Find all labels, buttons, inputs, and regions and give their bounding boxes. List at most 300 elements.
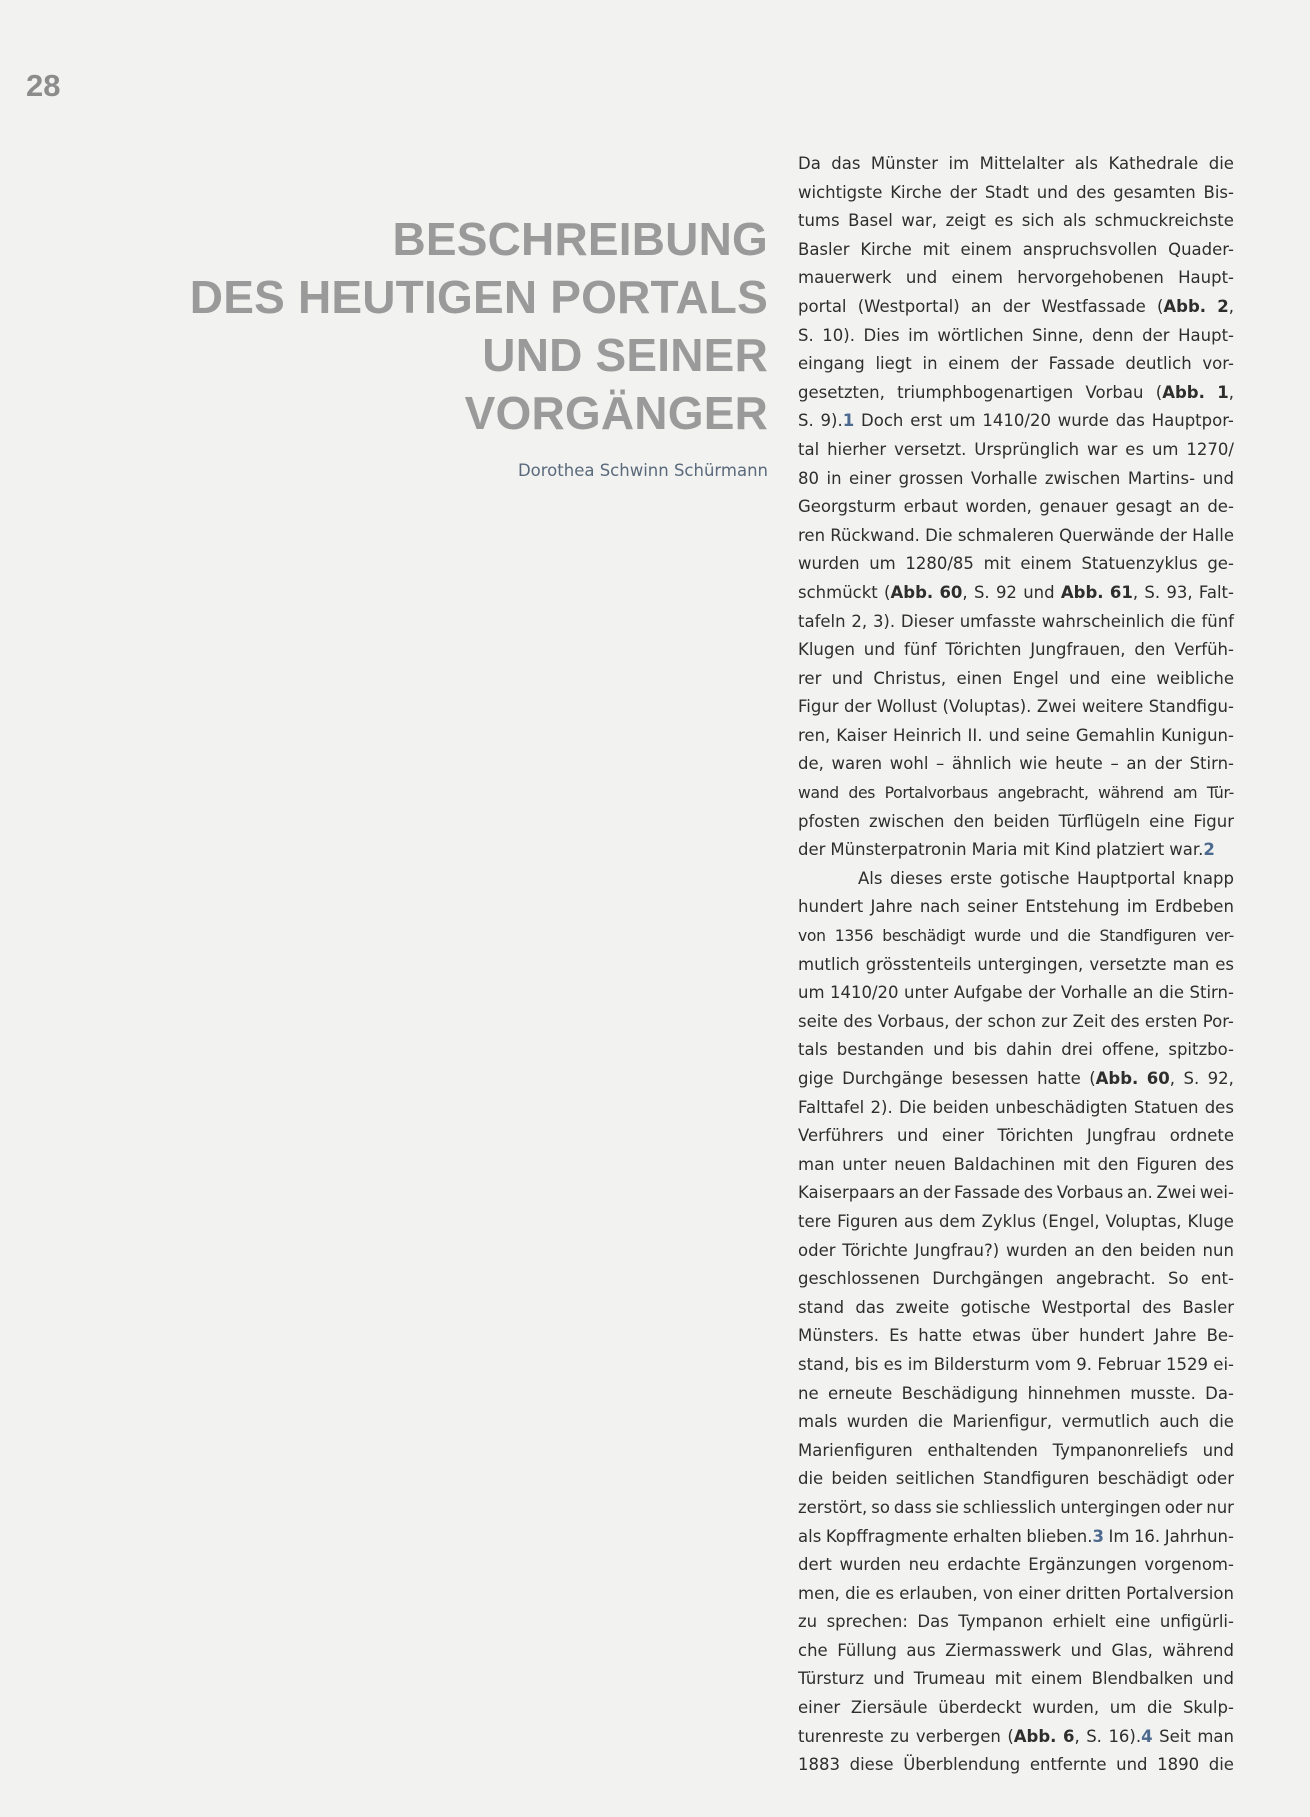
text-run: dass (893, 1497, 932, 1517)
text-word (916, 1723, 1001, 1752)
text-run: liegt (875, 354, 912, 374)
text-run: hinnehmen (1027, 1383, 1121, 1403)
figure-reference: 60 (1146, 1069, 1170, 1088)
text-word (848, 207, 893, 236)
text-word (1115, 1608, 1150, 1637)
text-word (1169, 836, 1215, 865)
text-word (1045, 465, 1120, 494)
text-word (1055, 750, 1103, 779)
text-run: überdeckt (938, 1698, 1022, 1718)
text-run: men, (798, 1583, 840, 1603)
text-run: Marienfigur, (952, 1412, 1053, 1432)
text-run: ( (1007, 1726, 1014, 1746)
title-line: BESCHREIBUNG (392, 213, 768, 265)
text-run: das (831, 154, 861, 173)
text-run: nur (1206, 1497, 1234, 1517)
text-run: geschlossenen (798, 1269, 920, 1289)
text-run: seiner (967, 897, 1018, 917)
text-word (835, 922, 874, 951)
text-word (956, 665, 1002, 694)
text-run: im (948, 154, 970, 173)
text-run: 9). (820, 411, 843, 431)
text-word (1136, 1151, 1197, 1180)
text-word (798, 1751, 840, 1780)
text-run: des (1023, 1183, 1053, 1203)
text-run: gotische (960, 1297, 1031, 1317)
text-word (798, 379, 885, 408)
text-word (1110, 1694, 1137, 1723)
text-word (798, 1437, 913, 1466)
text-run: mit (994, 1669, 1022, 1689)
text-word (798, 350, 865, 379)
text-run: Basel (848, 211, 893, 231)
text-word (1089, 951, 1166, 980)
text-word (798, 1637, 828, 1666)
text-word (798, 1265, 920, 1294)
text-run: Münsters. (798, 1326, 879, 1346)
text-run: S. (1086, 1726, 1102, 1746)
text-word (1041, 293, 1145, 322)
text-word (1098, 1151, 1129, 1180)
text-run: eine (1115, 1612, 1151, 1632)
text-run: , (1132, 582, 1139, 602)
text-run: es (994, 211, 1014, 231)
text-word (798, 1408, 837, 1437)
text-word (1149, 808, 1184, 837)
text-word (961, 236, 1012, 265)
text-line (798, 808, 1234, 837)
text-word (1166, 1351, 1208, 1380)
text-run: Verführers (798, 1126, 884, 1146)
text-run: Jungfrauen, (1030, 640, 1126, 660)
text-word (842, 1151, 886, 1180)
text-word (1057, 1179, 1124, 1208)
text-word (1206, 1494, 1234, 1523)
text-word (1209, 150, 1234, 179)
text-run: den (1097, 1154, 1129, 1174)
text-word (842, 1065, 943, 1094)
text-word (936, 1494, 959, 1523)
text-run: Westfassade (1041, 296, 1146, 316)
text-run: Münster (870, 154, 939, 173)
text-word (966, 493, 1032, 522)
text-word (1092, 322, 1134, 351)
text-word (1161, 722, 1234, 751)
text-run: hatte (1037, 1069, 1081, 1088)
text-run: einem (1031, 1669, 1083, 1689)
text-run: die (1170, 611, 1196, 631)
text-word (1133, 979, 1154, 1008)
text-word (798, 693, 839, 722)
figure-reference: 61 (1109, 582, 1133, 602)
text-word (1127, 1179, 1153, 1208)
text-run: am (1173, 784, 1198, 803)
text-run: beiden (1139, 1240, 1196, 1260)
figure-reference: Abb. (1095, 1069, 1139, 1088)
text-run: beiden (993, 811, 1050, 831)
text-run: der (1154, 754, 1182, 774)
text-line (798, 665, 1234, 694)
text-run: Das (917, 1612, 949, 1632)
text-word (1063, 1151, 1090, 1180)
text-run: man (798, 1154, 835, 1174)
text-word (1152, 407, 1234, 436)
text-run: als (1062, 211, 1087, 231)
text-run: Entstehung (1025, 897, 1120, 917)
text-line (798, 1494, 1234, 1523)
text-word (1019, 750, 1047, 779)
text-word (832, 750, 883, 779)
text-word (955, 1008, 982, 1037)
text-word (847, 1408, 909, 1437)
text-word (1028, 1551, 1137, 1580)
text-run: einem (951, 268, 1003, 288)
text-run: vorgenom- (1144, 1555, 1234, 1575)
text-run: 1529 (1165, 1354, 1208, 1374)
text-run: der (844, 697, 872, 717)
text-run: erlauben, (899, 1583, 978, 1603)
text-word (1165, 1523, 1234, 1552)
text-run: de- (1207, 497, 1234, 517)
text-run: diese (849, 1755, 894, 1775)
text-word (901, 608, 954, 637)
text-run: So (1167, 1269, 1189, 1289)
text-run: und (831, 668, 864, 688)
text-word (798, 922, 826, 951)
text-word (864, 322, 900, 351)
text-run: zu (798, 1612, 818, 1632)
title-line: DES HEUTIGEN PORTALS (189, 271, 768, 323)
text-word (828, 1380, 892, 1409)
text-run: che (798, 1640, 828, 1660)
text-run: Füllung (837, 1640, 897, 1660)
text-run: schmückt (798, 582, 878, 602)
text-run: des (1141, 1297, 1172, 1317)
text-line (798, 1694, 1234, 1723)
text-run: den (1134, 640, 1166, 660)
text-word (1126, 750, 1147, 779)
text-run: die (1208, 1755, 1234, 1775)
text-word (1108, 1523, 1129, 1552)
text-run: eine (1110, 668, 1147, 688)
text-run: einen (956, 668, 1003, 688)
text-run: an. (1126, 1183, 1153, 1203)
text-run: Vorhalle (970, 468, 1038, 488)
text-word (890, 179, 942, 208)
text-run: oder (1196, 1469, 1234, 1489)
text-run: um (1109, 1698, 1137, 1718)
text-run: Statuen (1133, 1097, 1199, 1117)
text-run: der (1010, 354, 1038, 374)
text-run: deutlich (1125, 354, 1192, 374)
text-word (1159, 522, 1186, 551)
text-run: , (1228, 382, 1234, 402)
figure-reference: Abb. (890, 582, 934, 602)
text-run: umfasste (959, 611, 1036, 631)
text-word (949, 407, 976, 436)
text-word (942, 693, 1031, 722)
text-run: tafeln (798, 611, 846, 631)
text-word (1031, 1665, 1082, 1694)
text-line (798, 465, 1234, 494)
text-word (798, 407, 814, 436)
text-word (1113, 179, 1195, 208)
text-word (982, 1208, 1036, 1237)
text-run: Hauptportal (1076, 868, 1176, 888)
text-run: tal (798, 439, 820, 459)
text-word (1097, 1351, 1160, 1380)
text-run: gotische (999, 868, 1070, 888)
text-run: ei- (1213, 1354, 1234, 1374)
text-run: spitzbo- (1168, 1040, 1234, 1060)
text-word (798, 207, 840, 236)
text-run: Klugen (798, 640, 855, 660)
text-run: erste (949, 868, 993, 888)
text-word (1116, 493, 1172, 522)
text-word (914, 1665, 986, 1694)
text-run: , (1228, 296, 1234, 316)
text-word (855, 1351, 879, 1380)
text-run: von (798, 927, 826, 946)
text-run: Als (858, 868, 883, 888)
text-word (1196, 1465, 1234, 1494)
text-run: einem (960, 239, 1012, 259)
text-line (798, 1094, 1234, 1123)
text-line (798, 836, 1234, 865)
text-word (1217, 379, 1234, 408)
text-word (903, 1751, 1020, 1780)
text-word (877, 693, 937, 722)
text-word (972, 1322, 1021, 1351)
text-run: Durchgänge (842, 1069, 943, 1088)
text-line (798, 1237, 1234, 1266)
text-word (1205, 922, 1234, 951)
text-word (927, 1437, 1037, 1466)
text-run: 92, (1207, 1069, 1234, 1088)
text-word (915, 1237, 1000, 1266)
text-word (918, 1322, 962, 1351)
text-word (933, 1036, 964, 1065)
text-word (831, 150, 860, 179)
text-word (1159, 1408, 1199, 1437)
text-run: Falttafel (798, 1097, 865, 1117)
text-run: ( (884, 582, 891, 602)
text-run: Gemahlin (1075, 725, 1156, 745)
text-word (855, 1294, 884, 1323)
text-line (798, 979, 1234, 1008)
text-run: bis (973, 1040, 998, 1060)
text-word (845, 1580, 870, 1609)
text-run: Ergänzungen (1028, 1555, 1137, 1575)
text-run: unter (842, 1154, 887, 1174)
text-word (942, 1122, 984, 1151)
text-word (946, 207, 986, 236)
text-word (1207, 779, 1234, 808)
text-run: Verfüh- (1174, 640, 1234, 660)
text-run: Ziermasswerk (945, 1640, 1062, 1660)
text-run: Da (798, 154, 821, 173)
text-word (922, 350, 937, 379)
text-line (798, 1151, 1234, 1180)
text-run: Falt- (1198, 582, 1234, 602)
text-line (798, 1437, 1234, 1466)
text-word (1003, 293, 1030, 322)
text-run: Jahre (870, 897, 913, 917)
text-run: vom (1035, 1354, 1071, 1374)
text-word (1213, 1351, 1234, 1380)
text-word (1081, 550, 1197, 579)
text-run: verbergen (915, 1726, 1001, 1746)
text-word (932, 1265, 1043, 1294)
text-word (837, 1208, 898, 1237)
text-run: untergingen, (977, 954, 1084, 974)
author-name: Dorothea Schwinn Schürmann (517, 461, 768, 480)
text-run: seite (798, 1011, 838, 1031)
text-word (798, 1665, 864, 1694)
text-word (1197, 1723, 1234, 1752)
text-run: Überblendung (903, 1755, 1021, 1775)
text-word (1165, 1494, 1203, 1523)
text-word (1170, 1122, 1234, 1151)
text-run: ge- (1207, 554, 1234, 574)
text-run: eingang (798, 354, 865, 374)
text-run: zerstört, (798, 1497, 868, 1517)
text-run: (Voluptas). (942, 697, 1032, 717)
text-run: tere (798, 1211, 832, 1231)
text-run: Haupt- (1178, 325, 1234, 345)
text-word (798, 750, 824, 779)
text-word (1205, 1380, 1234, 1409)
text-run: tums (798, 211, 840, 231)
text-run: um (1151, 439, 1179, 459)
text-word (1170, 608, 1195, 637)
text-word (1217, 293, 1234, 322)
text-run: 9. (1076, 1354, 1092, 1374)
text-line (798, 207, 1234, 236)
text-run: Jahrhun- (1164, 1526, 1234, 1546)
text-run: Kopffragmente (825, 1526, 949, 1546)
text-word (971, 465, 1037, 494)
text-word (1035, 1351, 1071, 1380)
text-word (1145, 1008, 1198, 1037)
text-word (1147, 1694, 1172, 1723)
text-word (985, 179, 1029, 208)
text-run: ( (1155, 382, 1163, 402)
text-run: vermutlich (1061, 1412, 1150, 1432)
text-line (798, 1122, 1234, 1151)
text-run: und (933, 1040, 965, 1060)
text-word (1032, 322, 1083, 351)
text-word (1162, 1637, 1234, 1666)
text-word (1182, 1294, 1234, 1323)
text-run: zwischen (868, 811, 945, 831)
text-word (897, 1122, 928, 1151)
text-run: grossen (898, 468, 964, 488)
text-run: 16). (1108, 1726, 1142, 1746)
text-run: Marienfiguren (798, 1440, 913, 1460)
text-word (954, 1179, 1020, 1208)
text-word (1168, 1036, 1234, 1065)
text-word (1202, 350, 1234, 379)
text-word (983, 1580, 1013, 1609)
text-word (798, 150, 821, 179)
text-run: erneute (827, 1383, 893, 1403)
text-word (899, 465, 964, 494)
text-line (798, 1179, 1234, 1208)
text-run: 1270/ (1186, 439, 1234, 459)
text-run: das (1115, 411, 1145, 431)
text-run: einer (941, 1126, 984, 1146)
text-word (1209, 1751, 1234, 1780)
text-run: anspruchsvollen (1022, 239, 1158, 259)
text-run: man (1172, 954, 1210, 974)
text-word (798, 1322, 879, 1351)
text-word (1156, 379, 1205, 408)
text-run: Por- (1202, 1011, 1234, 1031)
text-word (908, 322, 929, 351)
text-run: portal (798, 296, 847, 316)
text-word (1166, 579, 1192, 608)
text-run: vor- (1202, 354, 1234, 374)
text-word (993, 808, 1049, 837)
text-word (1208, 1065, 1234, 1094)
text-word (842, 1237, 908, 1266)
text-run: um (869, 554, 896, 574)
text-word (837, 1036, 924, 1065)
text-run: Törichten (997, 1126, 1074, 1146)
text-word (987, 1008, 1036, 1037)
text-run: Sinne, (1032, 325, 1084, 345)
text-run: knapp (1182, 868, 1234, 888)
text-word (1042, 1294, 1131, 1323)
text-run: Seit (1159, 1726, 1191, 1746)
text-word (1142, 322, 1169, 351)
figure-reference: 60 (939, 582, 963, 602)
text-word (952, 1408, 1052, 1437)
text-run: an (1074, 1240, 1095, 1260)
text-word (1006, 1237, 1068, 1266)
text-run: mit (1062, 1154, 1090, 1174)
text-run: und (1029, 927, 1059, 946)
text-word (1037, 179, 1068, 208)
text-word (1174, 636, 1234, 665)
text-run: 1280/85 (905, 554, 974, 574)
text-line (798, 1265, 1234, 1294)
text-word (1116, 407, 1145, 436)
text-run: Stirn- (1189, 983, 1234, 1003)
text-word (798, 665, 821, 694)
text-run: Kaiserpaars (798, 1183, 895, 1203)
text-run: musste. (1130, 1383, 1196, 1403)
text-word (1152, 436, 1179, 465)
text-run: Engel (1012, 668, 1059, 688)
text-word (1199, 579, 1234, 608)
text-run: es (1215, 954, 1234, 974)
text-run: hierher (827, 439, 887, 459)
text-word (826, 1523, 949, 1552)
text-word (1037, 693, 1077, 722)
text-word (1147, 1065, 1175, 1094)
text-word (1049, 350, 1115, 379)
text-run: Tür- (1206, 784, 1234, 803)
text-line (798, 322, 1234, 351)
text-word (1086, 379, 1144, 408)
text-run: und (1202, 468, 1234, 488)
text-run: sie (935, 1497, 959, 1517)
text-run: Christus, (873, 668, 947, 688)
text-word (899, 1580, 977, 1609)
text-word (1087, 1122, 1156, 1151)
